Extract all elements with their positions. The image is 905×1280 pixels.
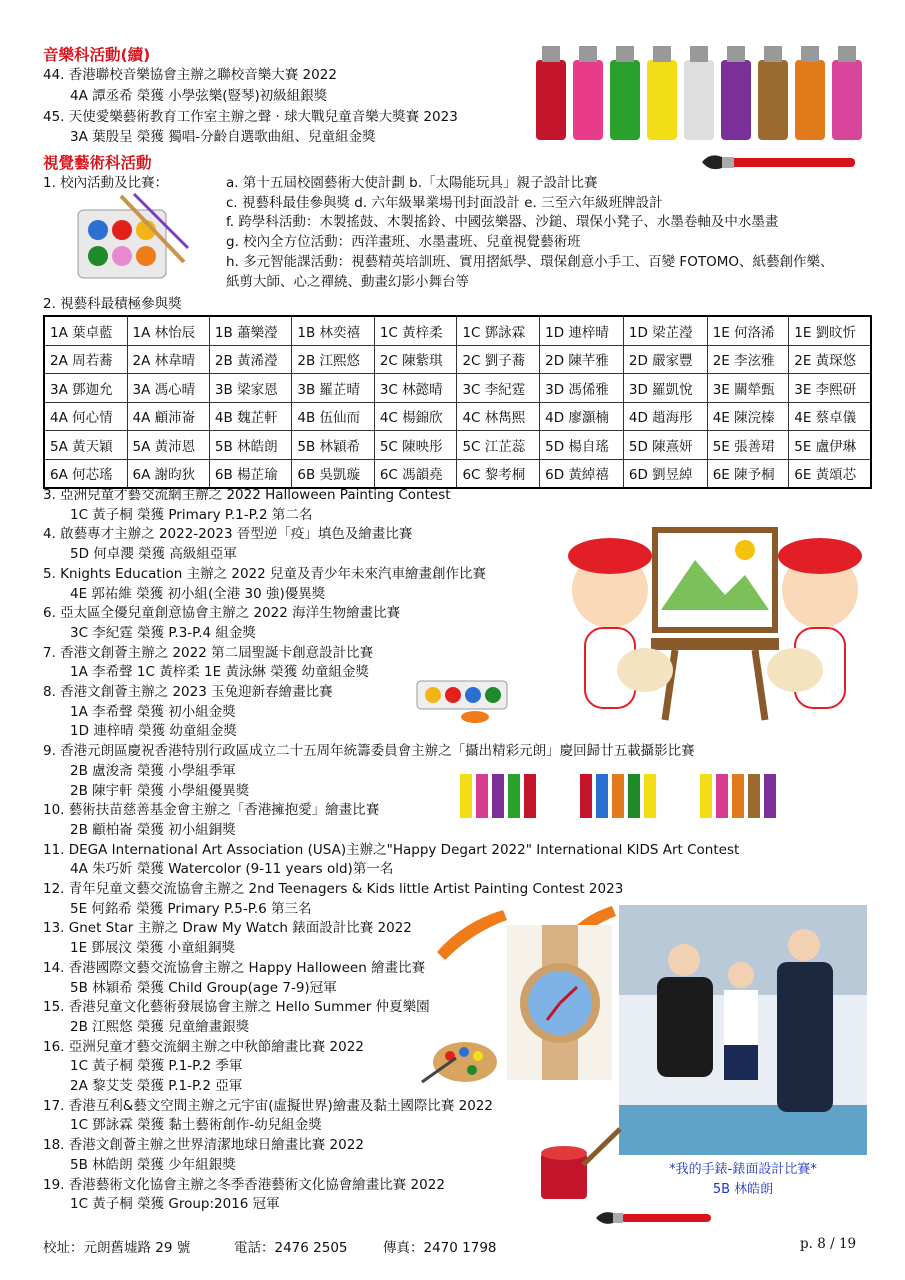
competition-title: 7. 香港文創薈主辦之 2022 第二屆聖誕卡創意設計比賽 xyxy=(43,644,374,661)
paintbrush-icon xyxy=(595,1208,715,1230)
competition-result: 5E 何銘希 榮獲 Primary P.5-P.6 第三名 xyxy=(70,900,312,917)
award-row xyxy=(44,402,871,431)
award-cell: 2D 陳芊雅 xyxy=(540,345,624,374)
watercolor-box-icon xyxy=(415,665,520,725)
award-cell: 1D 梁芷瀅 xyxy=(623,316,707,345)
award-cell: 3B 梁家恩 xyxy=(209,374,291,403)
award-cell: 4B 魏芷軒 xyxy=(209,402,291,431)
award-cell: 5E 盧伊琳 xyxy=(789,431,871,460)
award-row xyxy=(44,374,871,403)
award-cell: 5E 張善珺 xyxy=(707,431,789,460)
competition-result: 1C 黃子桐 榮獲 Group:2016 冠軍 xyxy=(70,1196,280,1213)
music-item-44-detail: 4A 譚丞希 榮獲 小學弦樂(豎琴)初級組銀獎 xyxy=(70,88,328,104)
award-cell: 6A 謝昀狄 xyxy=(127,459,209,488)
competition-title: 16. 亞洲兒童才藝交流網主辦之中秋節繪畫比賽 2022 xyxy=(43,1038,364,1055)
competition-title: 18. 香港文創薈主辦之世界清潔地球日繪畫比賽 2022 xyxy=(43,1137,364,1154)
page-number: p. 8 / 19 xyxy=(800,1236,857,1252)
section1-line: h. 多元智能課活動：視藝精英培訓班、實用摺紙學、環保創意小手工、百變 FOTOMO、紙藝創作樂、 xyxy=(226,254,834,270)
award-cell: 3A 鄧迦允 xyxy=(44,374,127,403)
award-cell: 2E 黃琛悠 xyxy=(789,345,871,374)
competition-title: 10. 藝術扶苗慈善基金會主辦之「香港擁抱愛」繪畫比賽 xyxy=(43,802,380,819)
competition-title: 8. 香港文創薈主辦之 2023 玉兔迎新春繪畫比賽 xyxy=(43,684,333,700)
award-cell: 2E 李泫雅 xyxy=(707,345,789,374)
award-cell: 6D 劉昱綽 xyxy=(623,459,707,488)
section1-line: c. 視藝科最佳參與獎 d. 六年級畢業場刊封面設計 e. 三至六年級班牌設計 xyxy=(226,195,663,211)
award-cell: 3E 關犖甄 xyxy=(707,374,789,403)
music-item-44: 44. 香港聯校音樂協會主辦之聯校音樂大賽 2022 xyxy=(43,67,337,83)
award-cell: 3C 李紀霆 xyxy=(457,374,540,403)
palette-icon xyxy=(420,1030,500,1085)
watch-photo xyxy=(507,925,612,1080)
competition-result: 2B 陳宇軒 榮獲 小學組優異獎 xyxy=(70,782,250,799)
footer-phone: 電話：2476 2505 xyxy=(234,1240,348,1256)
award-cell: 5C 江芷蕊 xyxy=(457,431,540,460)
section1-label: 1. 校內活動及比賽： xyxy=(43,175,169,191)
photo-caption-title: *我的手錶-錶面設計比賽* xyxy=(669,1162,817,1177)
competition-title: 4. 啟藝專才主辦之 2022-2023 晉型逆「疫」填色及繪畫比賽 xyxy=(43,526,413,543)
music-item-45-detail: 3A 葉殷呈 榮獲 獨唱-分齡自選歌曲組、兒童組金獎 xyxy=(70,129,376,145)
award-row xyxy=(44,345,871,374)
competition-title: 17. 香港互利&藝文空間主辦之元宇宙(虛擬世界)繪畫及黏土國際比賽 2022 xyxy=(43,1097,493,1114)
award-cell: 6C 馮韻堯 xyxy=(374,459,457,488)
award-cell: 4C 楊錦欣 xyxy=(374,402,457,431)
competition-result: 5B 林皓朗 榮獲 少年組銀獎 xyxy=(70,1156,236,1173)
footer-address: 校址：元朗舊墟路 29 號 xyxy=(43,1240,191,1256)
award-cell: 2B 黃浠瀅 xyxy=(209,345,291,374)
award-cell: 6B 楊芷瑜 xyxy=(209,459,291,488)
paint-tubes-illustration xyxy=(532,40,877,150)
award-cell: 2C 陳紫琪 xyxy=(374,345,457,374)
competition-title: 5. Knights Education 主辦之 2022 兒童及青少年未來汽車繪畫創作比賽 xyxy=(43,565,487,582)
award-cell: 1B 蕭樂瀅 xyxy=(209,316,291,345)
award-cell: 1E 何洛浠 xyxy=(707,316,789,345)
award-cell: 6A 何芯瑤 xyxy=(44,459,127,488)
competition-title: 9. 香港元朗區慶祝香港特別行政區成立二十五周年統籌委員會主辦之「攝出精彩元朗」慶回歸廿五載攝影比賽 xyxy=(43,743,695,760)
competition-result: 5D 何卓瀴 榮獲 高級組亞軍 xyxy=(70,546,237,563)
palette-icon xyxy=(76,192,191,287)
award-cell: 3D 羅凱悅 xyxy=(623,374,707,403)
award-cell: 4A 顧沛崙 xyxy=(127,402,209,431)
award-cell: 2D 嚴家豐 xyxy=(623,345,707,374)
competition-title: 11. DEGA International Art Association (USA)主辦之"Happy Degart 2022" International KIDS Art Contest xyxy=(43,841,740,858)
award-cell: 1C 黃梓柔 xyxy=(374,316,457,345)
competition-result: 3C 李紀霆 榮獲 P.3-P.4 組金獎 xyxy=(70,624,256,641)
competition-title: 3. 亞洲兒童才藝交流網主辦之 2022 Halloween Painting Contest xyxy=(43,487,451,503)
award-cell: 4E 陳浣榛 xyxy=(707,402,789,431)
competition-result: 1C 黃子桐 榮獲 P.1-P.2 季軍 xyxy=(70,1058,243,1075)
music-item-45: 45. 天使愛樂藝術教育工作室主辦之聲 ‧ 球大戰兒童音樂大獎賽 2023 xyxy=(43,109,458,125)
competition-title: 12. 青年兒童文藝交流協會主辦之 2nd Teenagers & Kids little Artist Painting Contest 2023 xyxy=(43,881,624,897)
award-cell: 5B 林穎希 xyxy=(292,431,374,460)
music-heading: 音樂科活動(續) xyxy=(43,46,151,64)
award-cell: 6E 陳予桐 xyxy=(707,459,789,488)
competition-title: 19. 香港藝術文化協會主辦之冬季香港藝術文化協會繪畫比賽 2022 xyxy=(43,1176,445,1193)
section1-line: 紙剪大師、心之禪繞、動畫幻影小舞台等 xyxy=(226,274,469,290)
competition-result: 1C 黃子桐 榮獲 Primary P.1-P.2 第二名 xyxy=(70,506,313,523)
competition-title: 13. Gnet Star 主辦之 Draw My Watch 錶面設計比賽 2022 xyxy=(43,920,412,937)
competition-result: 2B 江熙悠 榮獲 兒童繪畫銀獎 xyxy=(70,1018,250,1035)
children-painting-illustration xyxy=(555,520,875,730)
section1-line: f. 跨學科活動：木製搖鼓、木製搖鈴、中國弦樂器、沙鎚、環保小凳子、水墨卷軸及中水墨畫 xyxy=(226,214,779,230)
award-cell: 4D 廖灝楠 xyxy=(540,402,624,431)
award-cell: 6B 吳凱璇 xyxy=(292,459,374,488)
section1-line: a. 第十五屆校園藝術大使計劃 b.「太陽能玩具」親子設計比賽 xyxy=(226,175,598,191)
visual-arts-heading: 視覺藝術科活動 xyxy=(43,154,152,172)
award-cell: 2A 林韋晴 xyxy=(127,345,209,374)
footer-fax: 傳真：2470 1798 xyxy=(383,1240,497,1256)
competition-title: 15. 香港兒童文化藝術發展協會主辦之 Hello Summer 仲夏樂園 xyxy=(43,999,430,1016)
award-cell: 4C 林雋熙 xyxy=(457,402,540,431)
award-cell: 1D 連梓晴 xyxy=(540,316,624,345)
orange-brush-stroke-icon xyxy=(433,902,513,962)
award-cell: 6D 黃綽禧 xyxy=(540,459,624,488)
competition-result: 1E 鄧展汶 榮獲 小童組銅獎 xyxy=(70,940,235,957)
award-cell: 5B 林皓朗 xyxy=(209,431,291,460)
award-cell: 1E 劉旼忻 xyxy=(789,316,871,345)
competition-result: 2B 顧柏崙 榮獲 初小組銅獎 xyxy=(70,821,236,838)
section1-line: g. 校內全方位活動：西洋畫班、水墨畫班、兒童視覺藝術班 xyxy=(226,234,581,250)
award-cell: 4A 何心情 xyxy=(44,402,127,431)
award-cell: 3C 林懿晴 xyxy=(374,374,457,403)
award-cell: 4E 蔡卓儀 xyxy=(789,402,871,431)
competition-result: 1A 李希聲 1C 黃梓柔 1E 黃泳綝 榮獲 幼童組金獎 xyxy=(70,664,369,681)
award-cell: 3B 羅芷晴 xyxy=(292,374,374,403)
award-row xyxy=(44,316,871,345)
award-cell: 4B 伍仙而 xyxy=(292,402,374,431)
award-ceremony-photo xyxy=(619,905,867,1155)
award-cell: 1A 葉卓藍 xyxy=(44,316,127,345)
paint-tubes-row xyxy=(458,770,838,822)
award-cell: 4D 趙海彤 xyxy=(623,402,707,431)
award-cell: 6E 黃頌芯 xyxy=(789,459,871,488)
award-cell: 5C 陳映彤 xyxy=(374,431,457,460)
award-cell: 1A 林怡辰 xyxy=(127,316,209,345)
award-cell: 3A 馮心晴 xyxy=(127,374,209,403)
paint-bucket-icon xyxy=(535,1125,625,1205)
award-cell: 2A 周若蕎 xyxy=(44,345,127,374)
award-cell: 3D 馮俙雅 xyxy=(540,374,624,403)
paintbrush-icon xyxy=(700,148,860,178)
section2-label: 2. 視藝科最積極參與獎 xyxy=(43,296,182,312)
competition-result: 2A 黎艾芠 榮獲 P.1-P.2 亞軍 xyxy=(70,1078,243,1094)
competition-result: 1C 鄧詠霖 榮獲 黏土藝術創作-幼兒組金獎 xyxy=(70,1117,322,1134)
award-row xyxy=(44,431,871,460)
award-cell: 3E 李熙研 xyxy=(789,374,871,403)
photo-caption-name: 5B 林皓朗 xyxy=(712,1182,774,1197)
competition-result: 4A 朱巧妡 榮獲 Watercolor (9-11 years old)第一名 xyxy=(70,861,394,878)
competition-result: 5B 林穎希 榮獲 Child Group(age 7-9)冠軍 xyxy=(70,979,337,996)
award-cell: 5D 楊自瑤 xyxy=(540,431,624,460)
award-cell: 5D 陳熹妍 xyxy=(623,431,707,460)
award-cell: 1C 鄧詠霖 xyxy=(457,316,540,345)
most-active-award-table xyxy=(43,315,872,489)
competition-result: 2B 盧浚斋 榮獲 小學組季軍 xyxy=(70,762,236,779)
award-cell: 1B 林奕禧 xyxy=(292,316,374,345)
award-cell: 6C 黎考桐 xyxy=(457,459,540,488)
competition-result: 4E 郭祐維 榮獲 初小組(全港 30 強)優異獎 xyxy=(70,585,326,602)
competition-title: 14. 香港國際文藝交流協會主辦之 Happy Halloween 繪畫比賽 xyxy=(43,959,426,976)
award-row xyxy=(44,459,871,488)
competition-title: 6. 亞太區全優兒童創意協會主辦之 2022 海洋生物繪畫比賽 xyxy=(43,605,401,622)
award-cell: 5A 黃沛恩 xyxy=(127,431,209,460)
award-cell: 2B 江熙悠 xyxy=(292,345,374,374)
competition-result: 1D 連梓晴 榮獲 幼童組金獎 xyxy=(70,723,237,740)
competition-result: 1A 李希聲 榮獲 初小組金獎 xyxy=(70,703,236,720)
award-cell: 5A 黃天穎 xyxy=(44,431,127,460)
award-cell: 2C 劉子蕎 xyxy=(457,345,540,374)
